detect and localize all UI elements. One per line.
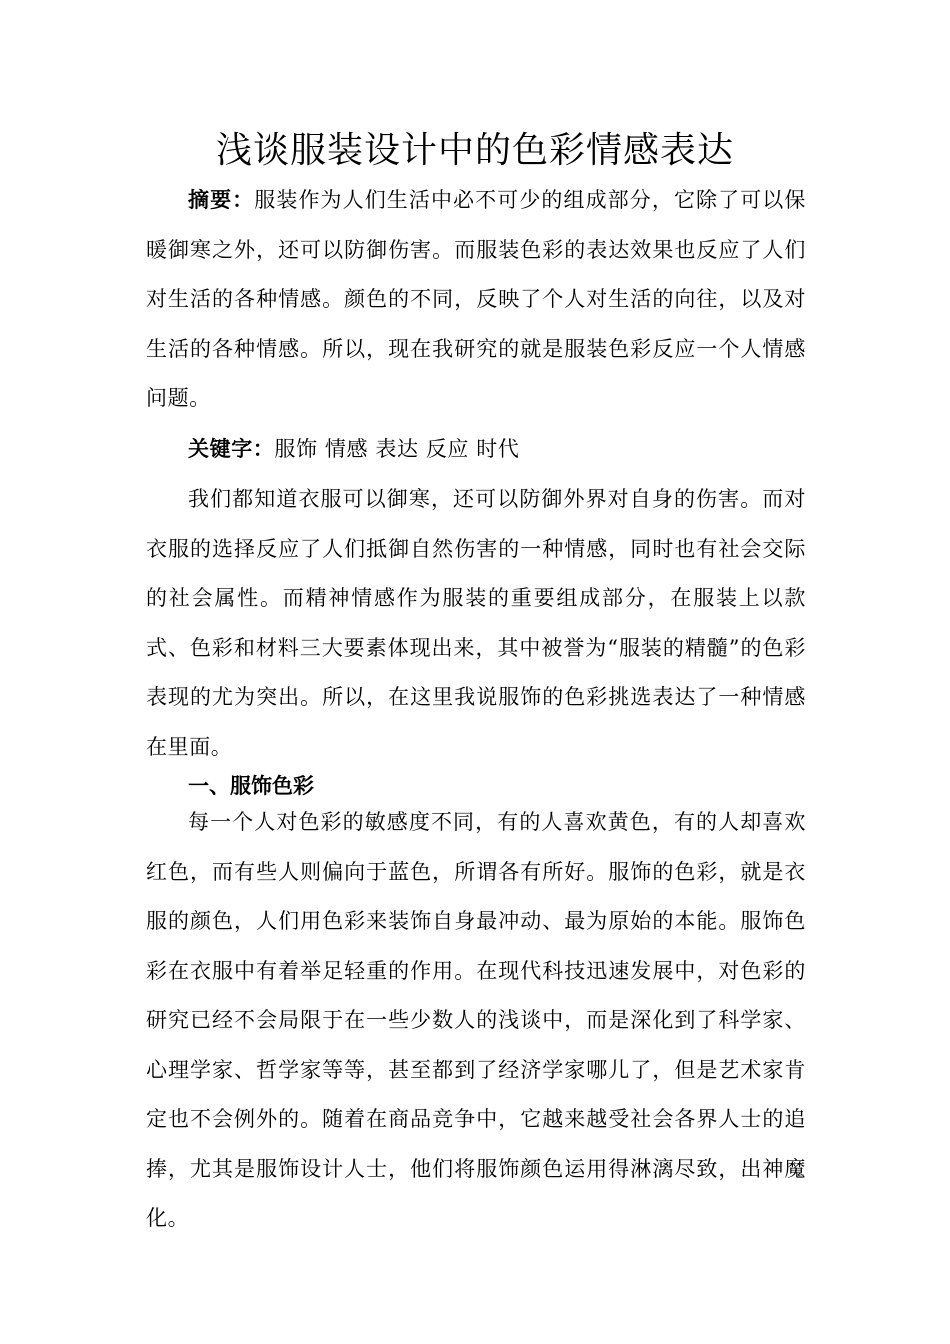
keywords-paragraph bbox=[146, 425, 806, 475]
abstract-paragraph bbox=[146, 176, 806, 424]
section-heading: 一、服饰色彩 bbox=[188, 774, 314, 798]
abstract-text: 服装作为人们生活中必不可少的组成部分，它除了可以保暖御寒之外，还可以防御伤害。而服装色彩的表达效果也反应了人们对生活的各种情感。颜色的不同，反映了个人对生活的向往，以及对生活的各种情感。所以，现在我研究的就是服装色彩反应一个人情感问题。 bbox=[146, 188, 806, 410]
keywords-label: 关键字： bbox=[188, 437, 275, 461]
section-paragraph: 每一个人对色彩的敏感度不同，有的人喜欢黄色，有的人却喜欢红色，而有些人则偏向于蓝色，所谓各有所好。服饰的色彩，就是衣服的颜色，人们用色彩来装饰自身最冲动、最为原始的本能。服饰色彩在衣服中有着举足轻重的作用。在现代科技迅速发展中，对色彩的研究已经不会局限于在一些少数人的浅谈中，而是深化到了科学家、心理学家、哲学家等等，甚至都到了经济学家哪儿了，但是艺术家肯定也不会例外的。随着在商品竞争中，它越来越受社会各界人士的追捧，尤其是服饰设计人士，他们将服饰颜色运用得淋漓尽致，出神魔化。 bbox=[146, 810, 806, 1230]
keywords-text: 服饰 情感 表达 反应 时代 bbox=[274, 437, 520, 461]
intro-paragraph: 我们都知道衣服可以御寒，还可以防御外界对自身的伤害。而对衣服的选择反应了人们抵御自然伤害的一种情感，同时也有社会交际的社会属性。而精神情感作为服装的重要组成部分，在服装上以款式、色彩和材料三大要素体现出来，其中被誉为“服装的精髓”的色彩表现的尤为突出。所以，在这里我说服饰的色彩挑选表达了一种情感在里面。 bbox=[146, 487, 806, 759]
document-title: 浅谈服装设计中的色彩情感表达 bbox=[215, 130, 734, 171]
abstract-label: 摘要： bbox=[188, 188, 255, 212]
